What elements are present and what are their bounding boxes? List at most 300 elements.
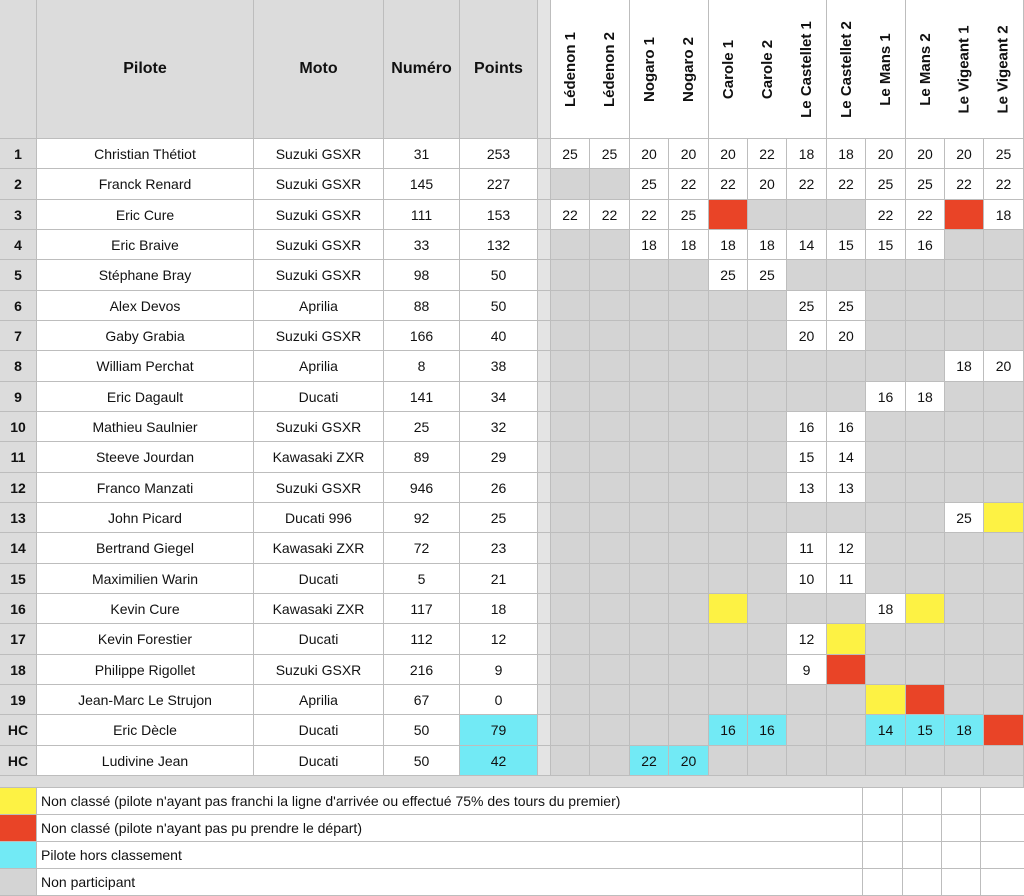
- result-cell: [906, 473, 945, 503]
- result-cell: [984, 260, 1024, 291]
- header-points: Points: [460, 0, 538, 139]
- result-cell: [590, 442, 630, 473]
- result-cell: [709, 442, 748, 473]
- result-cell: [906, 260, 945, 291]
- result-cell: 18: [787, 139, 827, 169]
- race-header-label: Le Mans 1: [877, 32, 894, 106]
- cell-pilote: Kevin Forestier: [37, 624, 254, 655]
- result-cell: [748, 685, 787, 715]
- result-cell: 22: [630, 746, 669, 776]
- result-cell: [984, 503, 1024, 533]
- legend-text: Non participant: [41, 874, 136, 890]
- result-cell: 13: [827, 473, 866, 503]
- cell-moto: Ducati 996: [254, 503, 384, 533]
- cell-pilote: Eric Dècle: [37, 715, 254, 746]
- result-cell: [827, 685, 866, 715]
- result-cell: [551, 382, 590, 412]
- result-cell: [551, 260, 590, 291]
- result-cell: [945, 594, 984, 624]
- result-cell: 22: [590, 200, 630, 230]
- legend-text: Non classé (pilote n'ayant pas pu prendre le départ): [41, 820, 362, 836]
- result-cell: [551, 533, 590, 564]
- result-cell: [945, 382, 984, 412]
- result-cell: 15: [827, 230, 866, 260]
- result-cell: [906, 321, 945, 351]
- race-header-11: [945, 0, 985, 139]
- cell-numero: 31: [384, 139, 460, 169]
- result-cell: [984, 685, 1024, 715]
- result-cell: [551, 503, 590, 533]
- result-cell: [866, 746, 906, 776]
- result-cell: 16: [709, 715, 748, 746]
- cell-rank: 19: [0, 685, 37, 715]
- result-cell: [906, 624, 945, 655]
- cell-points: 42: [460, 746, 538, 776]
- result-cell: [866, 291, 906, 321]
- cell-rank: HC: [0, 715, 37, 746]
- result-cell: [906, 594, 945, 624]
- cell-rank: 2: [0, 169, 37, 200]
- cell-points: 253: [460, 139, 538, 169]
- cell-rank: 6: [0, 291, 37, 321]
- cell-numero: 117: [384, 594, 460, 624]
- race-header-7: [787, 0, 827, 139]
- result-cell: 11: [827, 564, 866, 594]
- cell-rank: 4: [0, 230, 37, 260]
- result-cell: [630, 321, 669, 351]
- separator-cell: [538, 260, 551, 291]
- result-cell: 20: [984, 351, 1024, 382]
- result-cell: 18: [866, 594, 906, 624]
- result-cell: [945, 533, 984, 564]
- cell-moto: Suzuki GSXR: [254, 260, 384, 291]
- result-cell: [984, 564, 1024, 594]
- result-cell: [709, 746, 748, 776]
- separator-cell: [538, 655, 551, 685]
- cell-points: 18: [460, 594, 538, 624]
- result-cell: [787, 715, 827, 746]
- cell-points: 50: [460, 260, 538, 291]
- result-cell: [866, 533, 906, 564]
- result-cell: [787, 503, 827, 533]
- result-cell: [748, 412, 787, 442]
- result-cell: [827, 260, 866, 291]
- cell-numero: 25: [384, 412, 460, 442]
- legend-grid-cell: [903, 869, 942, 895]
- result-cell: [787, 685, 827, 715]
- cell-moto: Kawasaki ZXR: [254, 533, 384, 564]
- result-cell: [984, 382, 1024, 412]
- result-cell: [984, 230, 1024, 260]
- result-cell: 18: [945, 351, 984, 382]
- cell-points: 79: [460, 715, 538, 746]
- race-header-label: Le Castellet 2: [838, 20, 855, 118]
- race-header-label: Nogaro 1: [641, 36, 659, 102]
- cell-pilote: Franco Manzati: [37, 473, 254, 503]
- cell-pilote: Philippe Rigollet: [37, 655, 254, 685]
- result-cell: [590, 351, 630, 382]
- result-cell: [669, 321, 709, 351]
- cell-pilote: Eric Cure: [37, 200, 254, 230]
- legend-grid-cell: [824, 869, 863, 895]
- cell-rank: 1: [0, 139, 37, 169]
- cell-moto: Suzuki GSXR: [254, 200, 384, 230]
- result-cell: 20: [669, 746, 709, 776]
- result-cell: 25: [906, 169, 945, 200]
- cell-moto: Suzuki GSXR: [254, 655, 384, 685]
- result-cell: [551, 230, 590, 260]
- result-cell: [669, 564, 709, 594]
- separator-cell: [538, 321, 551, 351]
- race-header-2: [590, 0, 630, 139]
- corner-cell: [0, 0, 37, 139]
- cell-rank: 16: [0, 594, 37, 624]
- result-cell: [551, 169, 590, 200]
- race-header-10: [906, 0, 946, 139]
- result-cell: [630, 624, 669, 655]
- result-cell: [748, 200, 787, 230]
- cell-moto: Suzuki GSXR: [254, 321, 384, 351]
- result-cell: [748, 655, 787, 685]
- header-moto: Moto: [254, 0, 384, 139]
- result-cell: [630, 291, 669, 321]
- result-cell: [906, 412, 945, 442]
- result-cell: 22: [906, 200, 945, 230]
- result-cell: [945, 200, 984, 230]
- legend-swatch: [0, 869, 37, 895]
- result-cell: [630, 594, 669, 624]
- cell-rank: 10: [0, 412, 37, 442]
- result-cell: 20: [827, 321, 866, 351]
- race-header-label: Le Vigeant 2: [995, 24, 1012, 114]
- race-header-label: Lédenon 2: [601, 31, 619, 107]
- result-cell: [827, 655, 866, 685]
- cell-rank: HC: [0, 746, 37, 776]
- result-cell: 14: [866, 715, 906, 746]
- result-cell: [866, 655, 906, 685]
- result-cell: [669, 382, 709, 412]
- result-cell: [787, 382, 827, 412]
- result-cell: 18: [669, 230, 709, 260]
- result-cell: [590, 715, 630, 746]
- cell-pilote: Bertrand Giegel: [37, 533, 254, 564]
- result-cell: [590, 169, 630, 200]
- result-cell: [945, 230, 984, 260]
- result-cell: [709, 655, 748, 685]
- result-cell: 25: [787, 291, 827, 321]
- separator-cell: [538, 382, 551, 412]
- result-cell: [984, 715, 1024, 746]
- result-cell: [590, 321, 630, 351]
- result-cell: [590, 412, 630, 442]
- result-cell: [590, 291, 630, 321]
- cell-numero: 50: [384, 715, 460, 746]
- legend-grid-cell: [864, 788, 903, 814]
- race-header-4: [669, 0, 709, 139]
- result-cell: [669, 351, 709, 382]
- result-cell: [748, 594, 787, 624]
- result-cell: [827, 503, 866, 533]
- legend-grid-cell: [824, 815, 863, 841]
- result-cell: [590, 503, 630, 533]
- result-cell: [866, 260, 906, 291]
- result-cell: [984, 321, 1024, 351]
- cell-rank: 3: [0, 200, 37, 230]
- cell-pilote: Steeve Jourdan: [37, 442, 254, 473]
- result-cell: [551, 746, 590, 776]
- separator-cell: [538, 200, 551, 230]
- result-cell: 22: [709, 169, 748, 200]
- cell-points: 34: [460, 382, 538, 412]
- result-cell: [906, 746, 945, 776]
- result-cell: 18: [827, 139, 866, 169]
- result-cell: [551, 715, 590, 746]
- result-cell: [630, 442, 669, 473]
- result-cell: 20: [945, 139, 984, 169]
- result-cell: [945, 655, 984, 685]
- result-cell: [945, 260, 984, 291]
- result-cell: [748, 321, 787, 351]
- cell-rank: 18: [0, 655, 37, 685]
- result-cell: 22: [984, 169, 1024, 200]
- result-cell: 20: [709, 139, 748, 169]
- result-cell: 16: [866, 382, 906, 412]
- result-cell: 20: [748, 169, 787, 200]
- result-cell: 15: [787, 442, 827, 473]
- cell-numero: 88: [384, 291, 460, 321]
- legend-grid-cell: [864, 842, 903, 868]
- result-cell: [906, 291, 945, 321]
- result-cell: 25: [827, 291, 866, 321]
- result-cell: [827, 594, 866, 624]
- result-cell: 20: [669, 139, 709, 169]
- result-cell: [787, 746, 827, 776]
- legend-grid-cell: [824, 842, 863, 868]
- result-cell: [551, 351, 590, 382]
- race-header-8: [827, 0, 867, 139]
- result-cell: 22: [866, 200, 906, 230]
- result-cell: 22: [551, 200, 590, 230]
- cell-rank: 14: [0, 533, 37, 564]
- cell-pilote: Eric Dagault: [37, 382, 254, 412]
- result-cell: [866, 503, 906, 533]
- result-cell: [709, 351, 748, 382]
- result-cell: [551, 655, 590, 685]
- cell-moto: Aprilia: [254, 291, 384, 321]
- cell-rank: 8: [0, 351, 37, 382]
- race-header-5: [709, 0, 749, 139]
- result-cell: [669, 473, 709, 503]
- cell-points: 9: [460, 655, 538, 685]
- result-cell: [906, 351, 945, 382]
- result-cell: [906, 503, 945, 533]
- result-cell: [630, 412, 669, 442]
- result-cell: [827, 200, 866, 230]
- cell-numero: 111: [384, 200, 460, 230]
- cell-rank: 11: [0, 442, 37, 473]
- result-cell: [590, 260, 630, 291]
- cell-moto: Ducati: [254, 746, 384, 776]
- legend-swatch: [0, 815, 37, 841]
- result-cell: 18: [906, 382, 945, 412]
- cell-points: 50: [460, 291, 538, 321]
- race-header-9: [866, 0, 906, 139]
- result-cell: 25: [866, 169, 906, 200]
- cell-pilote: Eric Braive: [37, 230, 254, 260]
- result-cell: 25: [748, 260, 787, 291]
- separator-cell: [538, 473, 551, 503]
- result-cell: 14: [827, 442, 866, 473]
- legend-row: [0, 842, 1024, 869]
- result-cell: [709, 533, 748, 564]
- separator-cell: [538, 533, 551, 564]
- result-cell: [709, 200, 748, 230]
- result-cell: [827, 351, 866, 382]
- separator-cell: [538, 715, 551, 746]
- result-cell: [709, 594, 748, 624]
- result-cell: [984, 442, 1024, 473]
- legend-grid-cell: [864, 815, 903, 841]
- result-cell: [984, 473, 1024, 503]
- result-cell: [748, 624, 787, 655]
- cell-points: 32: [460, 412, 538, 442]
- cell-pilote: Ludivine Jean: [37, 746, 254, 776]
- result-cell: [590, 533, 630, 564]
- separator-cell: [538, 139, 551, 169]
- result-cell: [551, 473, 590, 503]
- result-cell: [709, 473, 748, 503]
- separator-cell: [538, 564, 551, 594]
- result-cell: [630, 533, 669, 564]
- result-cell: [787, 260, 827, 291]
- result-cell: [787, 594, 827, 624]
- result-cell: 25: [709, 260, 748, 291]
- cell-points: 153: [460, 200, 538, 230]
- separator-cell: [538, 594, 551, 624]
- result-cell: [551, 594, 590, 624]
- result-cell: [590, 230, 630, 260]
- result-cell: [669, 655, 709, 685]
- result-cell: [984, 655, 1024, 685]
- legend-grid-cell: [942, 788, 981, 814]
- result-cell: [827, 715, 866, 746]
- result-cell: [945, 412, 984, 442]
- race-header-6: [748, 0, 788, 139]
- result-cell: [630, 351, 669, 382]
- cell-points: 26: [460, 473, 538, 503]
- separator-cell: [538, 442, 551, 473]
- cell-moto: Ducati: [254, 624, 384, 655]
- result-cell: 25: [945, 503, 984, 533]
- cell-points: 38: [460, 351, 538, 382]
- cell-points: 0: [460, 685, 538, 715]
- cell-numero: 89: [384, 442, 460, 473]
- cell-rank: 12: [0, 473, 37, 503]
- result-cell: [866, 321, 906, 351]
- cell-moto: Ducati: [254, 564, 384, 594]
- legend-text: Pilote hors classement: [41, 847, 182, 863]
- legend-grid-cell: [942, 869, 981, 895]
- result-cell: [551, 291, 590, 321]
- result-cell: [827, 746, 866, 776]
- result-cell: [590, 594, 630, 624]
- result-cell: 20: [906, 139, 945, 169]
- legend-row: [0, 815, 1024, 842]
- result-cell: 22: [945, 169, 984, 200]
- race-header-label: Carole 2: [759, 39, 777, 99]
- result-cell: [906, 442, 945, 473]
- cell-points: 227: [460, 169, 538, 200]
- cell-numero: 216: [384, 655, 460, 685]
- result-cell: 25: [551, 139, 590, 169]
- result-cell: [709, 382, 748, 412]
- result-cell: 22: [669, 169, 709, 200]
- result-cell: 16: [827, 412, 866, 442]
- result-cell: 13: [787, 473, 827, 503]
- cell-numero: 946: [384, 473, 460, 503]
- result-cell: [709, 291, 748, 321]
- cell-pilote: William Perchat: [37, 351, 254, 382]
- legend-grid-cell: [942, 842, 981, 868]
- result-cell: [630, 715, 669, 746]
- result-cell: 16: [748, 715, 787, 746]
- cell-numero: 50: [384, 746, 460, 776]
- result-cell: [630, 685, 669, 715]
- result-cell: 12: [827, 533, 866, 564]
- result-cell: 11: [787, 533, 827, 564]
- result-cell: [984, 533, 1024, 564]
- cell-rank: 15: [0, 564, 37, 594]
- result-cell: [669, 503, 709, 533]
- header-pilote: Pilote: [37, 0, 254, 139]
- result-cell: 18: [709, 230, 748, 260]
- legend-row: [0, 869, 1024, 896]
- legend-grid-cell: [903, 842, 942, 868]
- result-cell: [630, 503, 669, 533]
- result-cell: 16: [906, 230, 945, 260]
- result-cell: [590, 564, 630, 594]
- separator-header: [538, 0, 551, 139]
- cell-numero: 98: [384, 260, 460, 291]
- separator-cell: [538, 291, 551, 321]
- result-cell: [669, 715, 709, 746]
- result-cell: [906, 655, 945, 685]
- result-cell: 20: [866, 139, 906, 169]
- separator-cell: [538, 624, 551, 655]
- result-cell: [945, 442, 984, 473]
- result-cell: [866, 442, 906, 473]
- result-cell: [906, 533, 945, 564]
- result-cell: [590, 746, 630, 776]
- result-cell: [709, 624, 748, 655]
- result-cell: [669, 685, 709, 715]
- result-cell: [866, 473, 906, 503]
- legend-grid-cell: [864, 869, 903, 895]
- result-cell: 25: [630, 169, 669, 200]
- cell-pilote: Kevin Cure: [37, 594, 254, 624]
- result-cell: [827, 624, 866, 655]
- separator-cell: [538, 412, 551, 442]
- result-cell: [945, 685, 984, 715]
- race-header-label: Le Castellet 1: [798, 20, 815, 118]
- cell-pilote: Christian Thétiot: [37, 139, 254, 169]
- cell-points: 21: [460, 564, 538, 594]
- cell-numero: 5: [384, 564, 460, 594]
- result-cell: [945, 746, 984, 776]
- result-cell: 22: [787, 169, 827, 200]
- cell-numero: 67: [384, 685, 460, 715]
- cell-numero: 141: [384, 382, 460, 412]
